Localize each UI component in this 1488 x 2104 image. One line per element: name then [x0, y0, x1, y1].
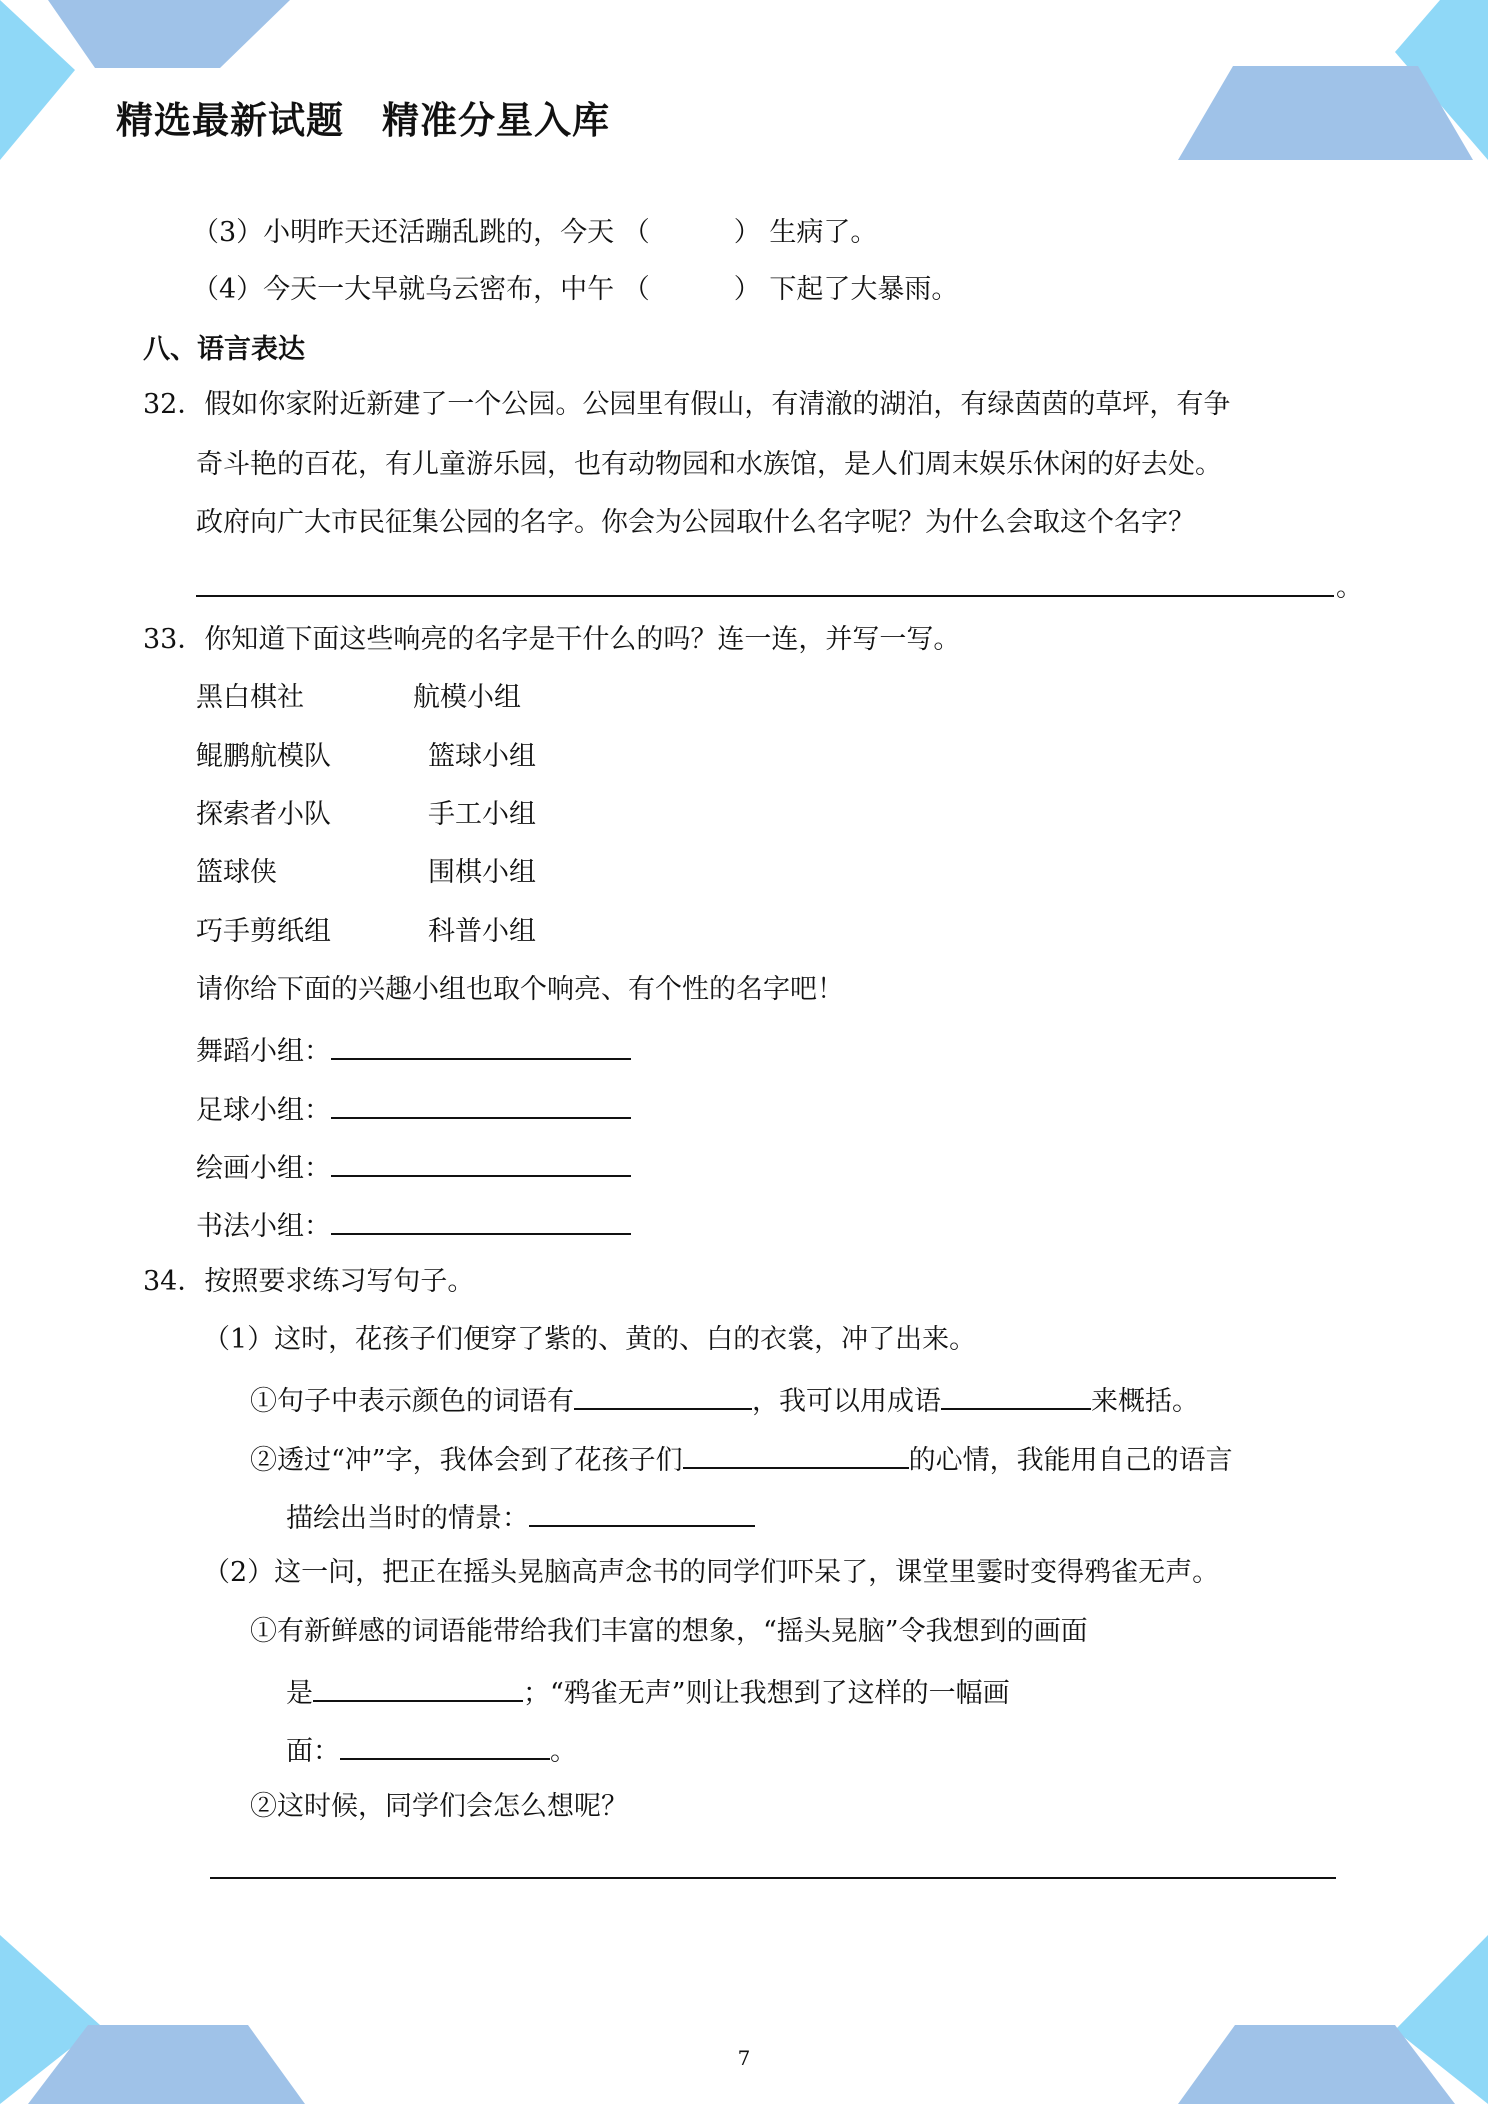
q33-left-item-1[interactable]: 黑白棋社 — [196, 682, 304, 713]
fill-item-3-after: ） 生病了。 — [733, 217, 878, 248]
q34-silence-blank[interactable] — [340, 1728, 550, 1760]
q34-idiom-blank[interactable] — [941, 1378, 1091, 1410]
q34-part1-sentence: （1）这时，花孩子们便穿了紫的、黄的、白的衣裳，冲了出来。 — [203, 1324, 977, 1355]
q34-part1-b-start: ②透过“冲”字，我体会到了花孩子们 — [250, 1445, 683, 1476]
q34-part1-b-end: 的心情，我能用自己的语言 — [908, 1445, 1233, 1476]
top-left-blue-trapezoid — [48, 0, 290, 68]
q33-right-item-1[interactable]: 航模小组 — [413, 682, 521, 713]
fill-item-3-before: （3）小明昨天还活蹦乱跳的，今天 （ — [192, 217, 650, 248]
q32-line-2: 奇斗艳的百花，有儿童游乐园，也有动物园和水族馆，是人们周末娱乐休闲的好去处。 — [196, 449, 1222, 480]
fill-item-4-before: （4）今天一大早就乌云密布，中午 （ — [192, 274, 650, 305]
q33-group-dance-blank[interactable] — [331, 1028, 631, 1060]
q33-group-football-label: 足球小组： — [196, 1095, 331, 1126]
q34-answer-line[interactable] — [210, 1877, 1336, 1879]
page-number: 7 — [737, 2046, 751, 2070]
q33-group-dance-label: 舞蹈小组： — [196, 1036, 331, 1067]
header-title: 精选最新试题 精准分星入库 — [116, 99, 610, 142]
fill-item-4-after: ） 下起了大暴雨。 — [733, 274, 959, 305]
q34-scene-blank[interactable] — [529, 1495, 755, 1527]
q33-right-item-5[interactable]: 科普小组 — [428, 916, 536, 947]
q34-part1-b-line2-label: 描绘出当时的情景： — [286, 1503, 529, 1534]
q33-right-item-4[interactable]: 围棋小组 — [428, 857, 536, 888]
q34-part1-a — [250, 1378, 1199, 1422]
q33-left-item-5[interactable]: 巧手剪纸组 — [196, 916, 331, 947]
q34-part2-a-line2-end: ；“鸦雀无声”则让我想到了这样的一幅画 — [523, 1678, 1010, 1709]
q33-left-item-4[interactable]: 篮球侠 — [196, 857, 277, 888]
q34-part1-a-mid: ，我可以用成语 — [752, 1386, 941, 1417]
q33-group-calligraphy-label: 书法小组： — [196, 1211, 331, 1242]
fill-item-3 — [192, 213, 877, 253]
q33-group-painting — [196, 1145, 631, 1189]
q34-part2-sentence: （2）这一问，把正在摇头晃脑高声念书的同学们吓呆了，课堂里霎时变得鸦雀无声。 — [203, 1557, 1220, 1588]
q33-left-item-3[interactable]: 探索者小队 — [196, 799, 331, 830]
q34-part2-b: ②这时候，同学们会怎么想呢？ — [250, 1791, 628, 1822]
q33-naming-prompt: 请你给下面的兴趣小组也取个响亮、有个性的名字吧！ — [196, 974, 844, 1005]
q34-stem: 34．按照要求练习写句子。 — [143, 1266, 475, 1297]
q33-right-item-3[interactable]: 手工小组 — [428, 799, 536, 830]
q34-part1-a-end: 来概括。 — [1091, 1386, 1199, 1417]
q33-group-dance — [196, 1028, 631, 1072]
q34-part2-a-line3 — [286, 1728, 577, 1772]
q32-end-mark: 。 — [1336, 572, 1363, 603]
q34-part2-a-line1: ①有新鲜感的词语能带给我们丰富的想象，“摇头晃脑”令我想到的画面 — [250, 1616, 1088, 1647]
q33-stem: 33．你知道下面这些响亮的名字是干什么的吗？连一连，并写一写。 — [143, 624, 961, 655]
q33-group-calligraphy-blank[interactable] — [331, 1203, 631, 1235]
q34-shaking-head-blank[interactable] — [313, 1670, 523, 1702]
q33-group-football — [196, 1087, 631, 1131]
q34-part1-a-start: ①句子中表示颜色的词语有 — [250, 1386, 574, 1417]
q34-part1-b — [250, 1437, 1233, 1481]
q32-answer-line[interactable] — [196, 595, 1334, 597]
q34-part2-a-line3-end: 。 — [550, 1736, 577, 1767]
q34-part2-a-line2 — [286, 1670, 1010, 1714]
q33-group-painting-blank[interactable] — [331, 1145, 631, 1177]
q34-color-words-blank[interactable] — [574, 1378, 752, 1410]
q34-part2-a-line2-start: 是 — [286, 1678, 313, 1709]
q34-mood-blank[interactable] — [683, 1437, 909, 1469]
q32-line-3: 政府向广大市民征集公园的名字。你会为公园取什么名字呢？为什么会取这个名字？ — [196, 507, 1195, 538]
top-left-light-triangle — [0, 0, 75, 160]
section-heading-language-expression: 八、语言表达 — [143, 334, 305, 365]
q33-right-item-2[interactable]: 篮球小组 — [428, 741, 536, 772]
q32-line-1: 32．假如你家附近新建了一个公园。公园里有假山，有清澈的湖泊，有绿茵茵的草坪，有争 — [143, 389, 1231, 420]
q33-group-painting-label: 绘画小组： — [196, 1153, 331, 1184]
q34-part2-a-line3-start: 面： — [286, 1736, 340, 1767]
q33-left-item-2[interactable]: 鲲鹏航模队 — [196, 741, 331, 772]
q33-group-football-blank[interactable] — [331, 1087, 631, 1119]
q34-part1-b-line2 — [286, 1495, 755, 1539]
q33-group-calligraphy — [196, 1203, 631, 1247]
fill-item-4 — [192, 270, 958, 310]
